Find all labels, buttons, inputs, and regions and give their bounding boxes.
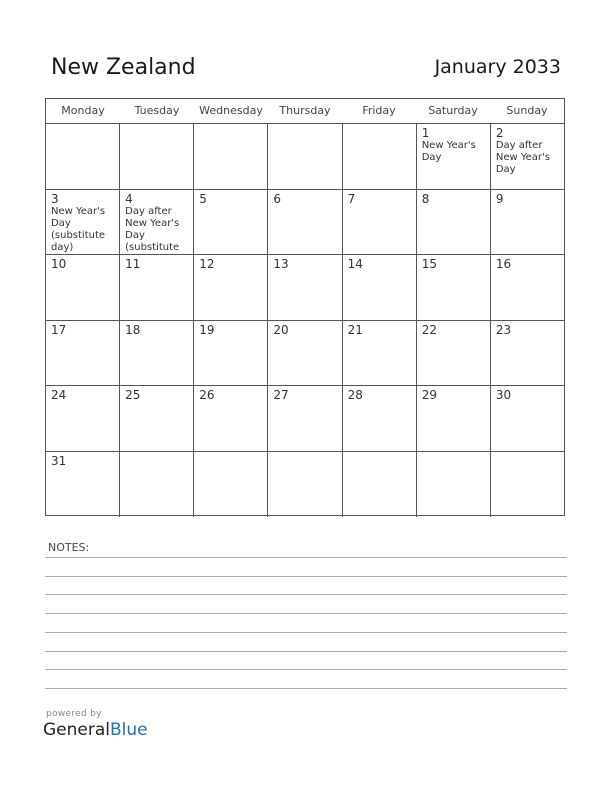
day-number: 4 (125, 191, 133, 206)
month-title: January 2033 (434, 56, 561, 78)
weekday-sunday: Sunday (506, 104, 548, 117)
day-cell (417, 255, 491, 320)
holiday-label: New Year's Day (421, 140, 476, 163)
holiday-label: Day after New Year's Day (substitute (125, 205, 180, 253)
weekday-saturday: Saturday (428, 104, 478, 117)
day-cell (268, 452, 342, 518)
day-cell (120, 321, 194, 386)
week-row (46, 386, 564, 452)
note-line (45, 594, 567, 595)
day-number: 10 (51, 257, 67, 271)
day-cell (46, 190, 120, 255)
day-cell (491, 190, 564, 255)
day-number: 14 (347, 257, 363, 271)
day-cell (194, 386, 268, 451)
day-number: 12 (199, 257, 215, 271)
day-cell (46, 452, 120, 518)
week-row (46, 124, 564, 190)
weekday-wednesday: Wednesday (199, 104, 263, 117)
note-line (45, 557, 567, 558)
day-cell (268, 190, 342, 255)
day-number: 13 (273, 257, 289, 271)
day-cell (491, 386, 564, 451)
day-cell (194, 255, 268, 320)
day-number: 18 (125, 322, 141, 337)
day-cell (417, 321, 491, 386)
day-cell (268, 124, 342, 189)
day-number: 20 (273, 322, 289, 337)
day-cell (417, 190, 491, 255)
weekday-friday: Friday (362, 104, 396, 117)
day-cell (46, 255, 120, 320)
day-number: 1 (421, 126, 430, 140)
brand-blue: Blue (110, 720, 148, 740)
day-number: 7 (347, 191, 356, 206)
day-cell (268, 321, 342, 386)
day-cell (343, 452, 417, 518)
day-cell (120, 255, 194, 320)
brand-general: General (43, 720, 110, 740)
day-cell (417, 124, 491, 189)
day-cell (417, 452, 491, 518)
day-cell (343, 190, 417, 255)
week-row (46, 255, 564, 321)
country-title: New Zealand (51, 55, 196, 80)
day-cell (417, 386, 491, 451)
holiday-label: Day after New Year's Day (495, 140, 550, 175)
day-number: 9 (495, 191, 504, 206)
day-number: 11 (125, 257, 141, 271)
day-number: 26 (199, 388, 215, 402)
day-number: 8 (421, 191, 430, 206)
day-cell (343, 386, 417, 451)
day-number: 22 (421, 322, 437, 337)
day-number: 6 (273, 191, 282, 206)
day-cell (343, 255, 417, 320)
day-number: 16 (495, 257, 512, 271)
notes-label: NOTES: (48, 541, 90, 554)
calendar-grid (45, 98, 565, 516)
day-cell (194, 124, 268, 189)
note-line (45, 651, 567, 652)
day-cell (46, 124, 120, 189)
day-cell (491, 124, 564, 189)
day-cell (268, 386, 342, 451)
day-number: 19 (199, 322, 215, 337)
day-number: 5 (199, 191, 207, 206)
day-cell (46, 386, 120, 451)
day-cell (120, 190, 194, 255)
day-number: 21 (347, 322, 363, 337)
day-cell (194, 190, 268, 255)
week-row (46, 321, 564, 387)
day-number: 15 (421, 257, 437, 271)
holiday-label: New Year's Day (substitute day) (51, 205, 106, 253)
generalblue-logo (43, 720, 148, 740)
note-line (45, 613, 567, 614)
day-number: 27 (273, 388, 289, 402)
day-cell (343, 321, 417, 386)
day-number: 29 (421, 388, 437, 402)
day-cell (194, 452, 268, 518)
day-number: 30 (495, 388, 512, 402)
day-cell (194, 321, 268, 386)
day-number: 17 (51, 322, 67, 337)
weekday-header (46, 99, 564, 124)
day-cell (343, 124, 417, 189)
day-cell (120, 386, 194, 451)
day-number: 23 (495, 322, 512, 337)
day-cell (268, 255, 342, 320)
day-cell (491, 452, 564, 518)
note-line (45, 688, 567, 689)
week-row (46, 190, 564, 256)
day-number: 3 (51, 191, 59, 206)
day-cell (491, 255, 564, 320)
note-line (45, 632, 567, 633)
week-row (46, 452, 564, 518)
day-cell (120, 452, 194, 518)
day-cell (120, 124, 194, 189)
day-number: 24 (51, 388, 67, 402)
weekday-thursday: Thursday (279, 104, 331, 117)
weekday-monday: Monday (61, 104, 105, 117)
day-number: 28 (347, 388, 363, 402)
day-cell (491, 321, 564, 386)
day-number: 31 (51, 453, 67, 468)
powered-by-text: powered by (46, 709, 102, 719)
note-line (45, 669, 567, 670)
day-number: 2 (495, 126, 504, 140)
day-number: 25 (125, 388, 141, 402)
day-cell (46, 321, 120, 386)
weekday-tuesday: Tuesday (134, 104, 180, 117)
note-line (45, 576, 567, 577)
